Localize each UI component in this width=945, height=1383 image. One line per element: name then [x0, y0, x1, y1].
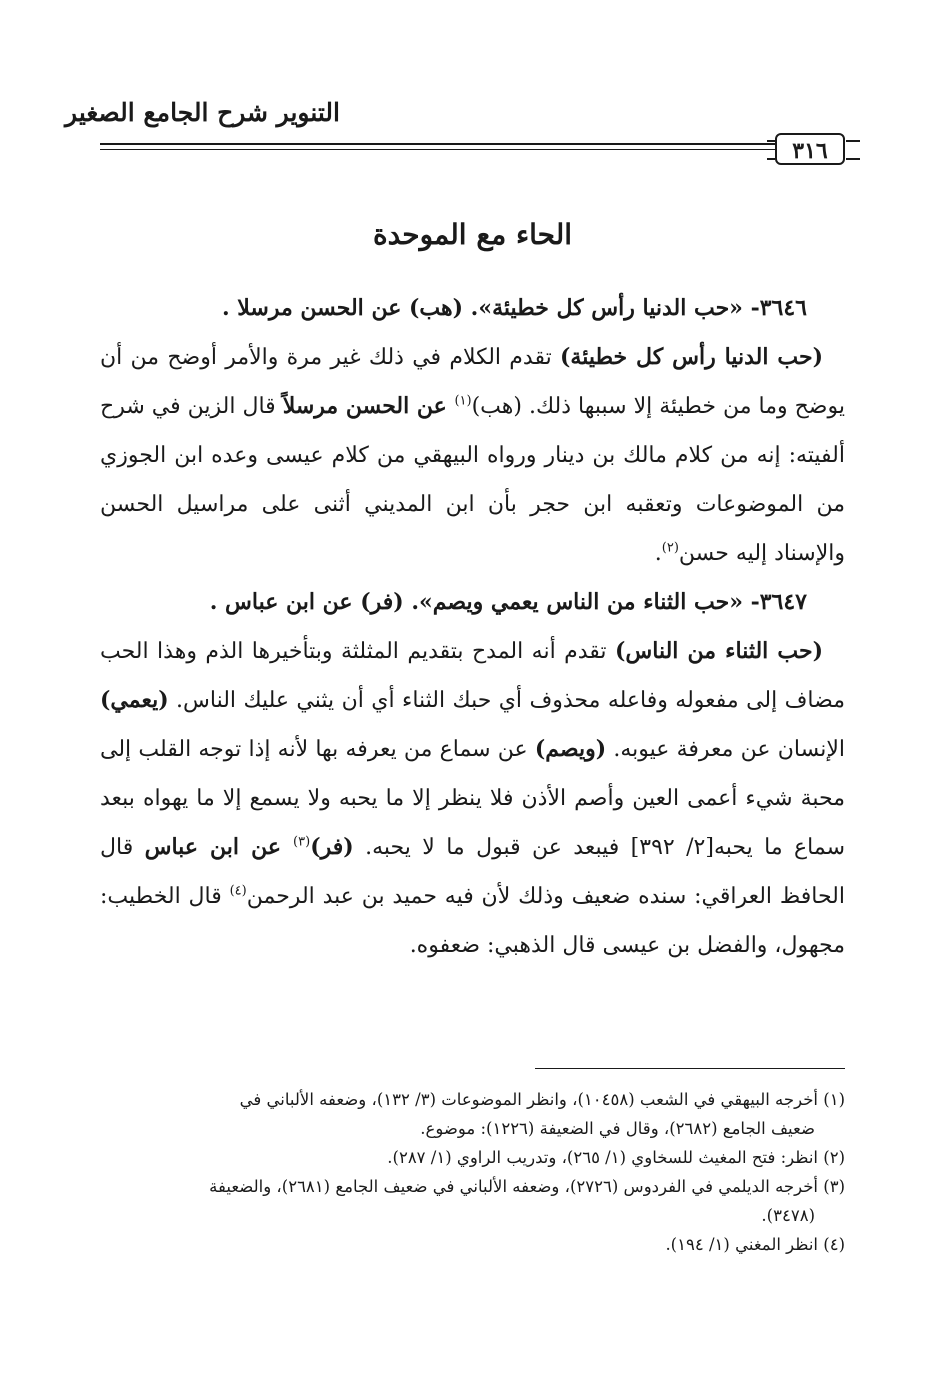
footnote-ref-4[interactable]: (٤)	[229, 883, 247, 899]
footnote-4: (٤) انظر المغني (١/ ١٩٤).	[665, 1235, 845, 1254]
quoted-phrase: عن الحسن مرسلاً	[282, 393, 455, 419]
footnote-3: (٣) أخرجه الديلمي في الفردوس (٢٧٢٦)، وضعفه الألباني في ضعيف الجامع (٢٦٨١)، والضعيفة	[209, 1177, 845, 1196]
quoted-phrase: عن ابن عباس	[144, 834, 294, 860]
footnote-1: (١) أخرجه البيهقي في الشعب (١٠٤٥٨)، وانظر الموضوعات (٣/ ١٣٢)، وضعفه الألباني في	[239, 1090, 845, 1109]
page-number-ornament-left	[767, 140, 775, 160]
header-double-rule	[100, 143, 790, 155]
commentary-text: قال الزين في شرح ألفيته: إنه من كلام مالك بن دينار ورواه البيهقي من كلام عيسى وعده ابن الجوزي من الموضوعات وتعقبه ابن حجر بأن ابن المديني أثنى على مراسيل الحسن والإسناد إليه حسن	[100, 394, 845, 566]
commentary-text: قال الحافظ العراقي: سنده ضعيف وذلك لأن فيه حميد بن عبد الرحمن	[100, 835, 845, 909]
header-rule-top	[100, 143, 790, 145]
footnote-ref-1[interactable]: (١)	[454, 393, 472, 409]
commentary-text: تقدم أنه المدح بتقديم المثلثة وبتأخيرها الذم وهذا الحب مضاف إلى مفعوله وفاعله محذوف أي حبك الثناء أي أن يثني عليك الناس.	[100, 639, 845, 713]
commentary-3646	[100, 333, 845, 578]
quoted-phrase: (فر)	[310, 834, 354, 860]
commentary-text: .	[654, 541, 662, 566]
footnote-3-continued: (٣٤٧٨).	[761, 1206, 815, 1225]
footnote-separator	[535, 1068, 845, 1069]
commentary-text: الإنسان عن معرفة عيوبه.	[606, 737, 845, 762]
quoted-phrase: (حب الدنيا رأس كل خطيئة)	[559, 344, 823, 370]
commentary-text: تقدم الكلام في ذلك غير مرة والأمر أوضح من أن يوضح وما من خطيئة إلا سببها ذلك. (هب)	[100, 345, 845, 419]
running-header-title: التنوير شرح الجامع الصغير	[65, 98, 340, 127]
commentary-3647	[100, 627, 845, 970]
main-text	[100, 284, 845, 970]
commentary-text: عن سماع من يعرفه بها لأنه إذا توجه القلب إلى محبة شيء أعمى العين وأصم الأذن فلا ينظر إلا ما يحبه ولا يسمع إلا ما يهواه ببعد سماع ما يحبه[٢/ ٣٩٢] فيبعد عن قبول ما لا يحبه.	[100, 737, 846, 860]
commentary-text: قال الخطيب: مجهول، والفضل بن عيسى قال الذهبي: ضعفوه.	[100, 884, 845, 958]
footnote-ref-3[interactable]: (٣)	[293, 834, 311, 850]
footnotes	[100, 1085, 845, 1259]
section-heading: الحاء مع الموحدة	[372, 218, 573, 251]
footnote-ref-2[interactable]: (٢)	[661, 540, 679, 556]
footnote-1-continued: ضعيف الجامع (٢٦٨٢)، وقال في الضعيفة (١٢٢٦): موضوع.	[420, 1119, 815, 1138]
quoted-phrase: (ويصم)	[534, 736, 607, 762]
quoted-phrase: (حب الثناء من الناس)	[615, 638, 824, 664]
hadith-entry-3647: ٣٦٤٧- «حب الثناء من الناس يعمي ويصم». (فر) عن ابن عباس .	[209, 589, 807, 615]
page-number: ٣١٦	[775, 133, 845, 165]
page-number-ornament-right	[846, 140, 860, 160]
footnote-2: (٢) انظر: فتح المغيث للسخاوي (١/ ٢٦٥)، وتدريب الراوي (١/ ٢٨٧).	[387, 1148, 845, 1167]
hadith-entry-3646: ٣٦٤٦- «حب الدنيا رأس كل خطيئة». (هب) عن الحسن مرسلا .	[221, 295, 807, 321]
quoted-phrase: (يعمي)	[100, 687, 169, 713]
header-rule-bottom	[100, 149, 790, 150]
